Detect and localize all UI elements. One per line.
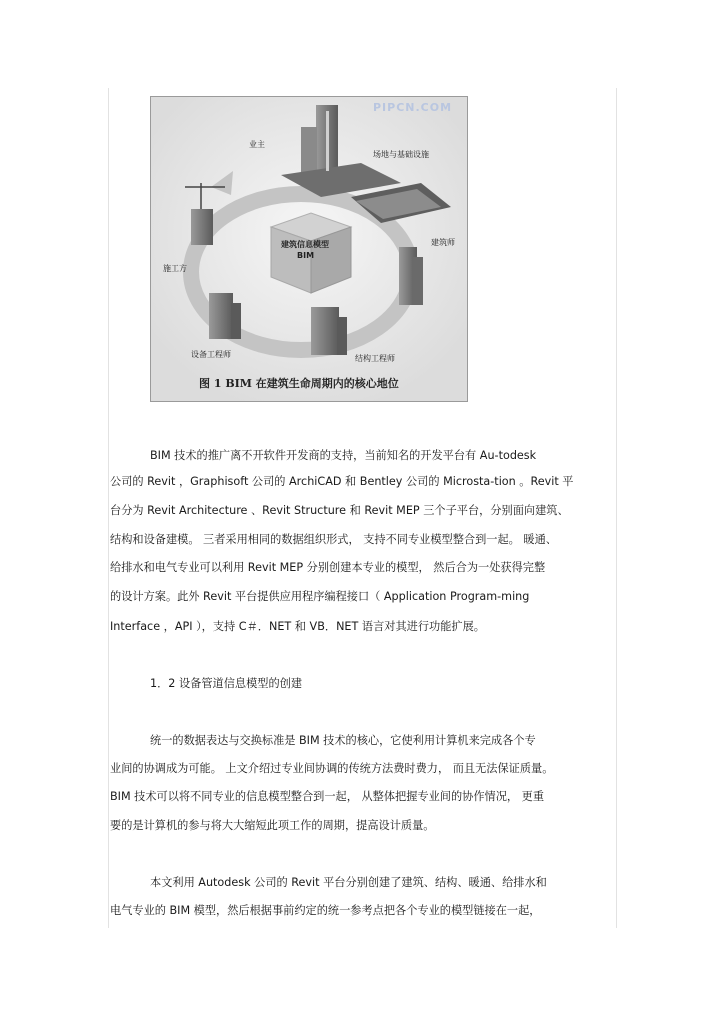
paragraph-line: 结构和设备建模。 三者采用相同的数据组织形式， 支持不同专业模型整合到一起。 暖通、 <box>110 533 557 546</box>
label-site: 场地与基础设施 <box>373 150 429 159</box>
paragraph-line: 要的是计算机的参与将大大缩短此项工作的周期，提高设计质量。 <box>110 819 435 832</box>
label-center-1: 建筑信息模型 <box>281 240 329 249</box>
paragraph-line: BIM 技术可以将不同专业的信息模型整合到一起， 从整体把握专业间的协作情况， 更重 <box>110 790 545 803</box>
paragraph-line: 的设计方案。此外 Revit 平台提供应用程序编程接口（ Application Program-ming <box>110 590 530 603</box>
paragraph-line: 业间的协调成为可能。 上文介绍过专业间协调的传统方法费时费力， 而且无法保证质量。 <box>110 762 554 775</box>
watermark: PIPCN.COM <box>373 101 453 114</box>
section-heading: 1．2 设备管道信息模型的创建 <box>150 677 303 690</box>
label-structural: 结构工程师 <box>355 354 395 363</box>
paragraph-line: 公司的 Revit ，Graphisoft 公司的 ArchiCAD 和 Bentley 公司的 Microsta-tion 。Revit 平 <box>110 475 574 488</box>
label-equipment: 设备工程师 <box>191 350 231 359</box>
label-contractor: 施工方 <box>163 264 187 273</box>
paragraph-line: 台分为 Revit Architecture 、Revit Structure 和 Revit MEP 三个子平台，分别面向建筑、 <box>110 504 569 517</box>
label-owner: 业主 <box>249 140 265 149</box>
bim-lifecycle-figure <box>150 96 468 402</box>
paragraph-line: 统一的数据表达与交换标准是 BIM 技术的核心，它使利用计算机来完成各个专 <box>150 734 536 747</box>
figure-caption: 图 1 BIM 在建筑生命周期内的核心地位 <box>199 377 399 390</box>
label-architect: 建筑师 <box>431 238 455 247</box>
paragraph-line: 电气专业的 BIM 模型，然后根据事前约定的统一参考点把各个专业的模型链接在一起， <box>110 904 541 917</box>
paragraph-line: Interface ，API ），支持 C＃．NET 和 VB．NET 语言对其进行功能扩展。 <box>110 620 485 633</box>
paragraph-line: 给排水和电气专业可以利用 Revit MEP 分别创建本专业的模型， 然后合为一处获得完整 <box>110 561 546 574</box>
paragraph-line: BIM 技术的推广离不开软件开发商的支持，当前知名的开发平台有 Au-todesk <box>150 449 537 462</box>
paragraph-line: 本文利用 Autodesk 公司的 Revit 平台分别创建了建筑、结构、暖通、给排水和 <box>150 876 547 889</box>
label-center-2: BIM <box>297 251 315 260</box>
